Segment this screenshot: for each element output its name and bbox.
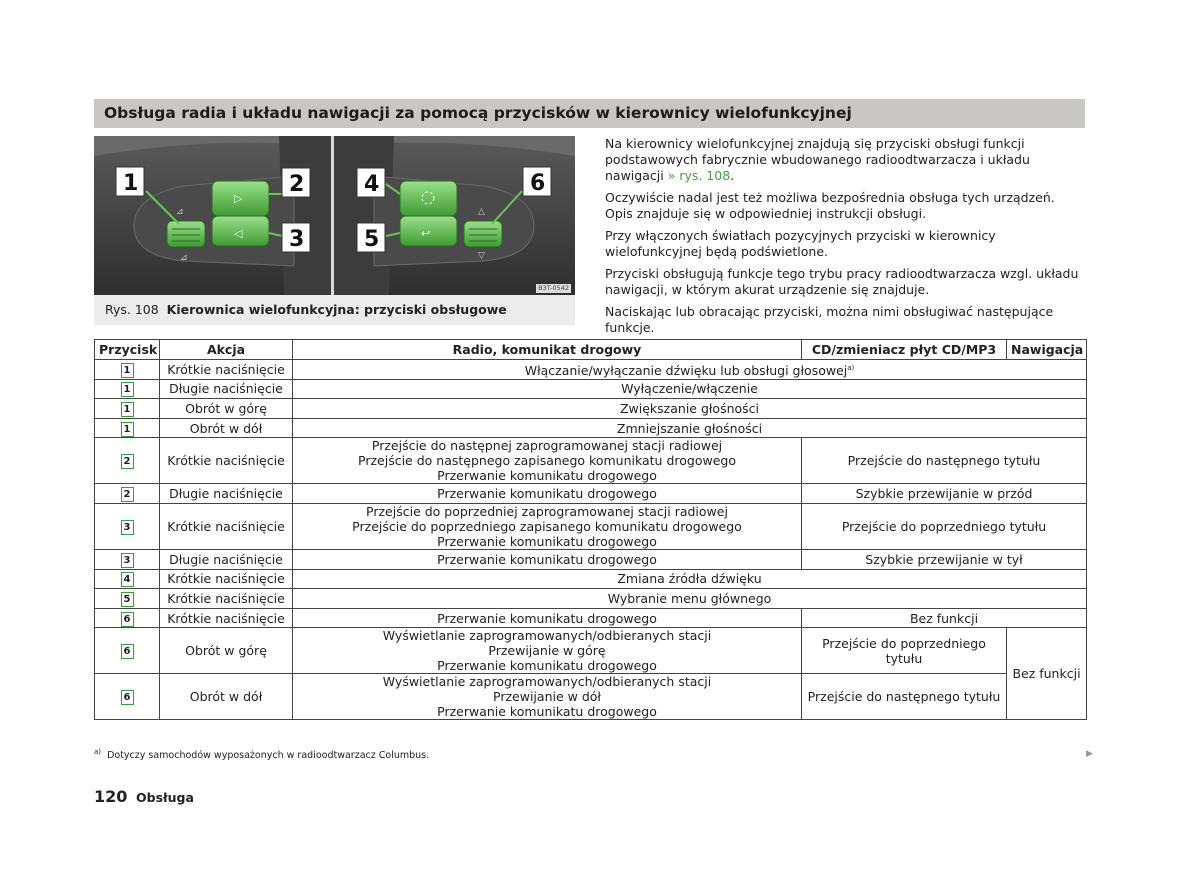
header-nav: Nawigacja <box>1007 340 1087 360</box>
button-number-badge: 1 <box>121 363 134 378</box>
page-section: Obsługa <box>136 790 194 805</box>
button-number-badge: 1 <box>121 382 134 397</box>
button-cell <box>95 379 160 399</box>
section-header: Obsługa radia i układu nawigacji za pomocą przycisków w kierownicy wielofunkcyjnej <box>94 99 1085 128</box>
action-cell: Długie naciśnięcie <box>160 484 293 504</box>
button-number-badge: 2 <box>121 487 134 502</box>
radio-cell: Przerwanie komunikatu drogowego <box>293 484 802 504</box>
radio-cell: Przerwanie komunikatu drogowego <box>293 549 802 569</box>
figure-caption <box>105 302 507 317</box>
action-cell: Krótkie naciśnięcie <box>160 360 293 380</box>
intro-paragraph-4: Przyciski obsługują funkcje tego trybu pracy radioodtwarzacza wzgl. układu nawigacji, w którym akurat urządzenie się znajduje. <box>605 266 1079 297</box>
table-row <box>95 549 1087 569</box>
button-cell <box>95 503 160 549</box>
cd-nav-cell: Przejście do następnego tytułu <box>802 438 1087 484</box>
button-cell <box>95 549 160 569</box>
cd-nav-cell: Szybkie przewijanie w tył <box>802 549 1087 569</box>
functions-table <box>94 339 1087 720</box>
button-cell <box>95 628 160 674</box>
button-number-badge: 3 <box>121 553 134 568</box>
next-icon: ▷ <box>234 192 243 205</box>
cd-nav-cell: Bez funkcji <box>802 608 1087 628</box>
button-cell <box>95 674 160 720</box>
intro-paragraph-5: Naciskając lub obracając przyciski, można nimi obsługiwać następujące funkcje. <box>605 304 1054 335</box>
button-number-badge: 1 <box>121 422 134 437</box>
table-row <box>95 589 1087 609</box>
image-code: B3T-0542 <box>538 284 569 292</box>
svg-text:5: 5 <box>364 227 380 252</box>
button-number-badge: 5 <box>121 592 134 607</box>
button-cell <box>95 399 160 419</box>
button-number-badge: 4 <box>121 572 134 587</box>
table-header-row <box>95 340 1087 360</box>
svg-text:1: 1 <box>123 171 139 196</box>
figure-link[interactable]: » rys. 108 <box>667 168 731 183</box>
merged-function-cell: Włączanie/wyłączanie dźwięku lub obsługi głosowej$^{a)}$ <box>293 360 1087 380</box>
table-row <box>95 503 1087 549</box>
intro-paragraph-3: Przy włączonych światłach pozycyjnych przyciski w kierownicy wielofunkcyjnej będą podświetlone. <box>605 228 996 259</box>
header-action: Akcja <box>160 340 293 360</box>
button-number-badge: 1 <box>121 402 134 417</box>
figure <box>94 136 575 325</box>
button-cell <box>95 569 160 589</box>
continue-arrow-icon: ▶ <box>1086 749 1093 759</box>
table-row <box>95 379 1087 399</box>
menu-down-icon: ▽ <box>478 251 485 261</box>
action-cell: Krótkie naciśnięcie <box>160 438 293 484</box>
menu-roller-6 <box>464 221 502 247</box>
button-cell <box>95 360 160 380</box>
radio-cell: Przejście do następnej zaprogramowanej stacji radiowej Przejście do następnego zapisanego komunikatu drogowego Przerwanie komunikatu drogowego <box>293 438 802 484</box>
radio-cell: Przerwanie komunikatu drogowego <box>293 608 802 628</box>
radio-cell: Wyświetlanie zaprogramowanych/odbieranych stacji Przewijanie w dół Przerwanie komunikatu drogowego <box>293 674 802 720</box>
radio-cell: Wyświetlanie zaprogramowanych/odbieranych stacji Przewijanie w górę Przerwanie komunikatu drogowego <box>293 628 802 674</box>
action-cell: Krótkie naciśnięcie <box>160 503 293 549</box>
button-number-badge: 6 <box>121 644 134 659</box>
action-cell: Długie naciśnięcie <box>160 549 293 569</box>
table-row <box>95 484 1087 504</box>
previous-icon: ◁ <box>234 227 243 240</box>
table-row <box>95 438 1087 484</box>
button-cell <box>95 484 160 504</box>
header-radio: Radio, komunikat drogowy <box>293 340 802 360</box>
svg-text:2: 2 <box>289 172 305 197</box>
table-row <box>95 418 1087 438</box>
table-row <box>95 608 1087 628</box>
intro-paragraph-1: Na kierownicy wielofunkcyjnej znajdują się przyciski obsługi funkcji podstawowych fabrycznie wbudowanego radioodtwarzacza i układu nawigacji » rys. 108. <box>605 136 1030 183</box>
volume-roller-1 <box>167 221 205 247</box>
action-cell: Krótkie naciśnięcie <box>160 608 293 628</box>
svg-text:4: 4 <box>364 172 380 197</box>
action-cell: Obrót w górę <box>160 399 293 419</box>
nav-cell: Bez funkcji <box>1007 628 1087 720</box>
action-cell: Krótkie naciśnięcie <box>160 569 293 589</box>
svg-text:3: 3 <box>289 227 305 252</box>
merged-function-cell: Zmiana źródła dźwięku <box>293 569 1087 589</box>
table-row <box>95 569 1087 589</box>
button-cell <box>95 438 160 484</box>
merged-function-cell: Wyłączenie/włączenie <box>293 379 1087 399</box>
intro-paragraph-2: Oczywiście nadal jest też możliwa bezpośrednia obsługa tych urządzeń. Opis znajduje się w odpowiedniej instrukcji obsługi. <box>605 190 1055 221</box>
button-number-badge: 6 <box>121 612 134 627</box>
footnote: $^{a)}$ Dotyczy samochodów wyposażonych w radioodtwarzacz Columbus. <box>94 748 430 762</box>
action-cell: Obrót w dół <box>160 674 293 720</box>
steering-wheel-illustration <box>94 136 575 295</box>
svg-text:6: 6 <box>530 171 546 196</box>
action-cell: Obrót w górę <box>160 628 293 674</box>
button-number-badge: 2 <box>121 454 134 469</box>
button-cell <box>95 418 160 438</box>
action-cell: Obrót w dół <box>160 418 293 438</box>
volume-up-icon: ⊿ <box>176 207 184 217</box>
caption-title: Kierownica wielofunkcyjna: przyciski obsługowe <box>166 302 507 317</box>
button-number-badge: 3 <box>121 520 134 535</box>
table-row <box>95 628 1087 674</box>
table-row <box>95 674 1087 720</box>
source-button-4 <box>400 181 457 216</box>
action-cell: Krótkie naciśnięcie <box>160 589 293 609</box>
intro-text <box>605 136 1085 342</box>
caption-prefix: Rys. 108 <box>105 302 159 317</box>
action-cell: Długie naciśnięcie <box>160 379 293 399</box>
merged-function-cell: Zmniejszanie głośności <box>293 418 1087 438</box>
page-number: 120 <box>94 787 128 806</box>
table-row <box>95 399 1087 419</box>
table-row <box>95 360 1087 380</box>
cd-cell: Przejście do poprzedniego tytułu <box>802 628 1007 674</box>
button-number-badge: 6 <box>121 690 134 705</box>
volume-down-icon: ⊿ <box>180 253 188 263</box>
button-cell <box>95 589 160 609</box>
header-button: Przycisk <box>95 340 160 360</box>
cd-nav-cell: Szybkie przewijanie w przód <box>802 484 1087 504</box>
menu-up-icon: △ <box>478 207 485 217</box>
cd-nav-cell: Przejście do poprzedniego tytułu <box>802 503 1087 549</box>
header-cd: CD/zmieniacz płyt CD/MP3 <box>802 340 1007 360</box>
back-icon: ↩ <box>421 227 431 240</box>
cd-cell: Przejście do następnego tytułu <box>802 674 1007 720</box>
merged-function-cell: Wybranie menu głównego <box>293 589 1087 609</box>
button-cell <box>95 608 160 628</box>
radio-cell: Przejście do poprzedniej zaprogramowanej stacji radiowej Przejście do poprzedniego zapisanego komunikatu drogowego Przerwanie komunikatu drogowego <box>293 503 802 549</box>
merged-function-cell: Zwiększanie głośności <box>293 399 1087 419</box>
